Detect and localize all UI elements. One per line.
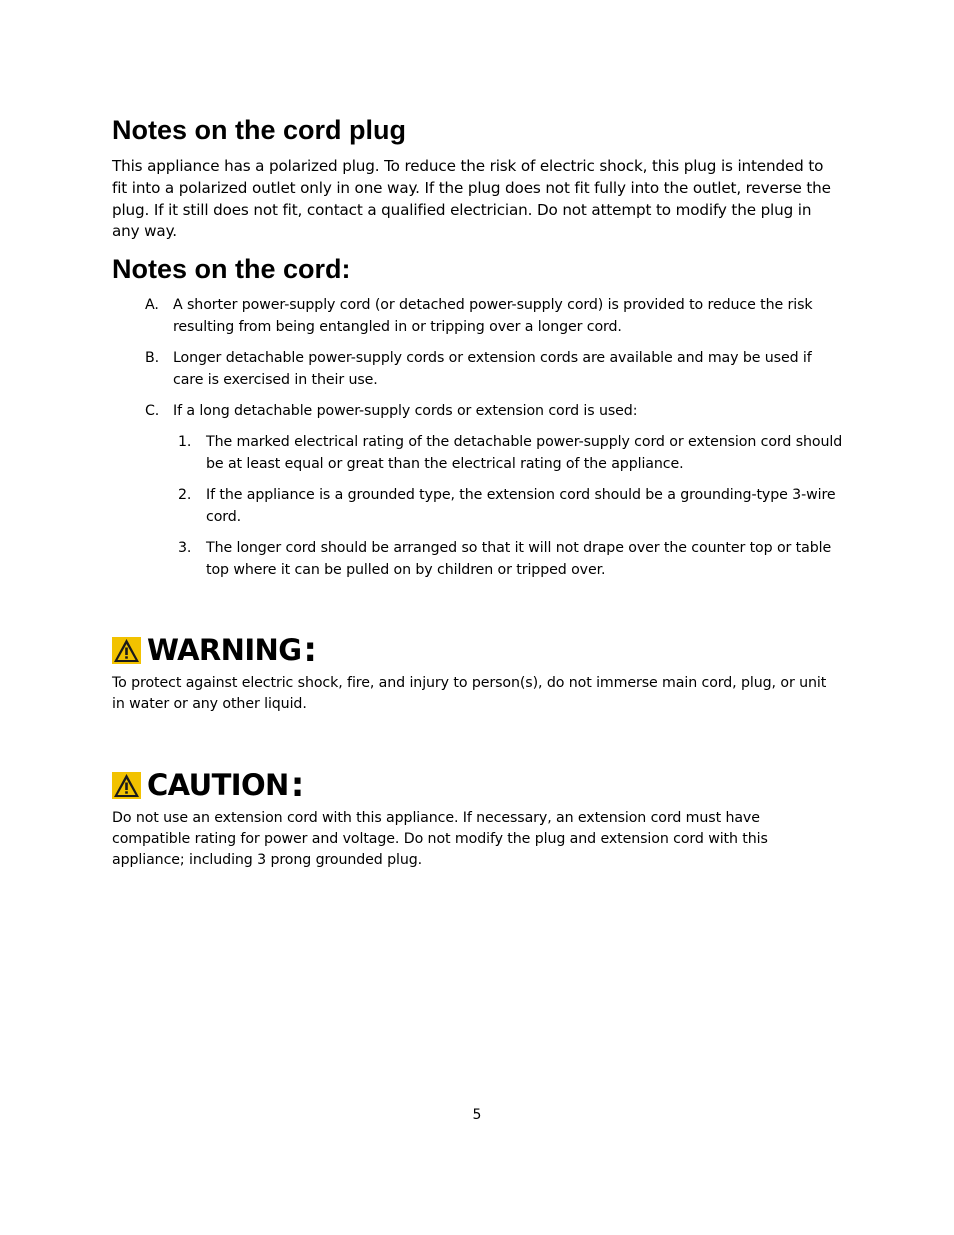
list-item-text: If a long detachable power-supply cords or extension cord is used: [173,403,638,419]
list-marker: 1. [178,434,192,450]
list-marker: 2. [178,487,192,503]
warning-colon: : [303,630,317,670]
warning-triangle-icon [112,772,141,799]
caution-body: Do not use an extension cord with this appliance. If necessary, an extension cord must have compatible rating for power and voltage. Do not modify the plug and extension cord with this appliance; including 3 prong grounded plug. [112,810,768,868]
page-number: 5 [472,1107,482,1123]
caution-colon: : [290,765,304,805]
cord-heading: Notes on the cord: [112,254,351,284]
list-marker: 3. [178,540,192,556]
list-marker: C. [145,403,160,419]
list-marker: B. [145,350,160,366]
warning-triangle-icon [112,637,141,664]
caution-heading [112,765,304,805]
list-item-text: The marked electrical rating of the detachable power-supply cord or extension cord should be at least equal or great than the electrical rating of the appliance. [206,434,843,472]
plug-heading: Notes on the cord plug [112,115,406,145]
warning-title: WARNING [147,633,302,667]
warning-heading [112,630,317,670]
list-marker: A. [145,297,159,313]
list-item-text: Longer detachable power-supply cords or extension cords are available and may be used if care is exercised in their use. [173,350,812,388]
list-item-text: If the appliance is a grounded type, the extension cord should be a grounding-type 3-wire cord. [206,487,836,525]
list-item-text: The longer cord should be arranged so that it will not drape over the counter top or table top where it can be pulled on by children or tripped over. [206,540,832,578]
caution-title: CAUTION [147,768,289,802]
plug-body: This appliance has a polarized plug. To reduce the risk of electric shock, this plug is intended to fit into a polarized outlet only in one way. If the plug does not fit fully into the outlet, reverse the plug. If it still does not fit, contact a qualified electrician. Do not attempt to modify the plug in any way. [112,157,831,241]
list-item-text: A shorter power-supply cord (or detached power-supply cord) is provided to reduce the risk resulting from being entangled in or tripping over a longer cord. [173,297,813,335]
warning-body: To protect against electric shock, fire, and injury to person(s), do not immerse main cord, plug, or unit in water or any other liquid. [112,675,827,712]
